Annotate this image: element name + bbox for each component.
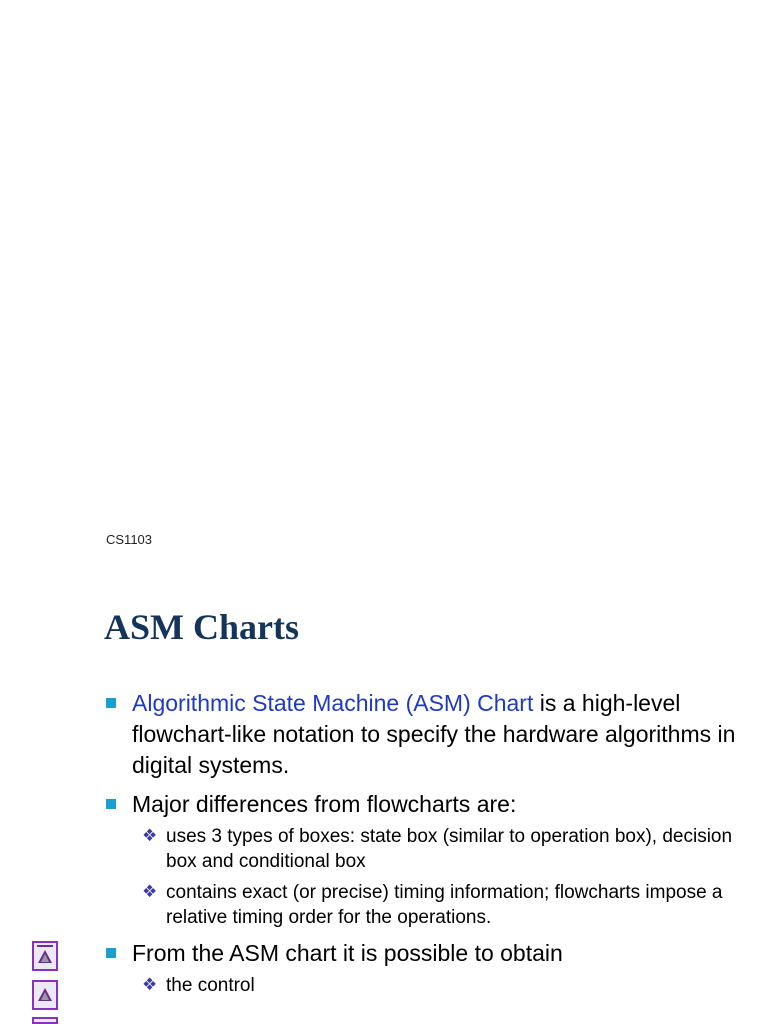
sub-item bbox=[132, 824, 744, 874]
slide-title: ASM Charts bbox=[104, 607, 299, 647]
square-bullet-icon bbox=[106, 698, 116, 708]
diamond-bullet-icon: ❖ bbox=[142, 975, 158, 994]
bullet-item bbox=[104, 789, 744, 930]
bullet-text: is a high-level flowchart-like notation to specify the hardware algorithms in digital systems. bbox=[132, 690, 736, 778]
sub-item-text: uses 3 types of boxes: state box (similar to operation box), decision box and conditional box bbox=[166, 826, 733, 872]
square-bullet-icon bbox=[106, 948, 116, 958]
sub-item bbox=[132, 973, 744, 998]
square-bullet-icon bbox=[106, 799, 116, 809]
sub-list bbox=[132, 973, 744, 998]
bullet-list bbox=[104, 688, 744, 1006]
bullet-text: From the ASM chart it is possible to obtain bbox=[132, 940, 563, 966]
diamond-bullet-icon: ❖ bbox=[142, 826, 158, 845]
bullet-text: Major differences from flowcharts are: bbox=[132, 791, 517, 817]
nav-first-button[interactable] bbox=[32, 941, 58, 971]
bullet-highlight: Algorithmic State Machine (ASM) Chart bbox=[132, 690, 534, 716]
sub-item-text: the control bbox=[166, 975, 255, 996]
bullet-item bbox=[104, 938, 744, 998]
sub-item-text: contains exact (or precise) timing information; flowcharts impose a relative timing order for the operations. bbox=[166, 882, 723, 928]
diamond-bullet-icon: ❖ bbox=[142, 882, 158, 901]
course-code: CS1103 bbox=[106, 532, 153, 547]
bullet-item bbox=[104, 688, 744, 781]
nav-prev-button[interactable] bbox=[32, 980, 58, 1010]
nav-more-button[interactable] bbox=[32, 1017, 58, 1024]
sub-list bbox=[132, 824, 744, 930]
sub-item bbox=[132, 880, 744, 930]
